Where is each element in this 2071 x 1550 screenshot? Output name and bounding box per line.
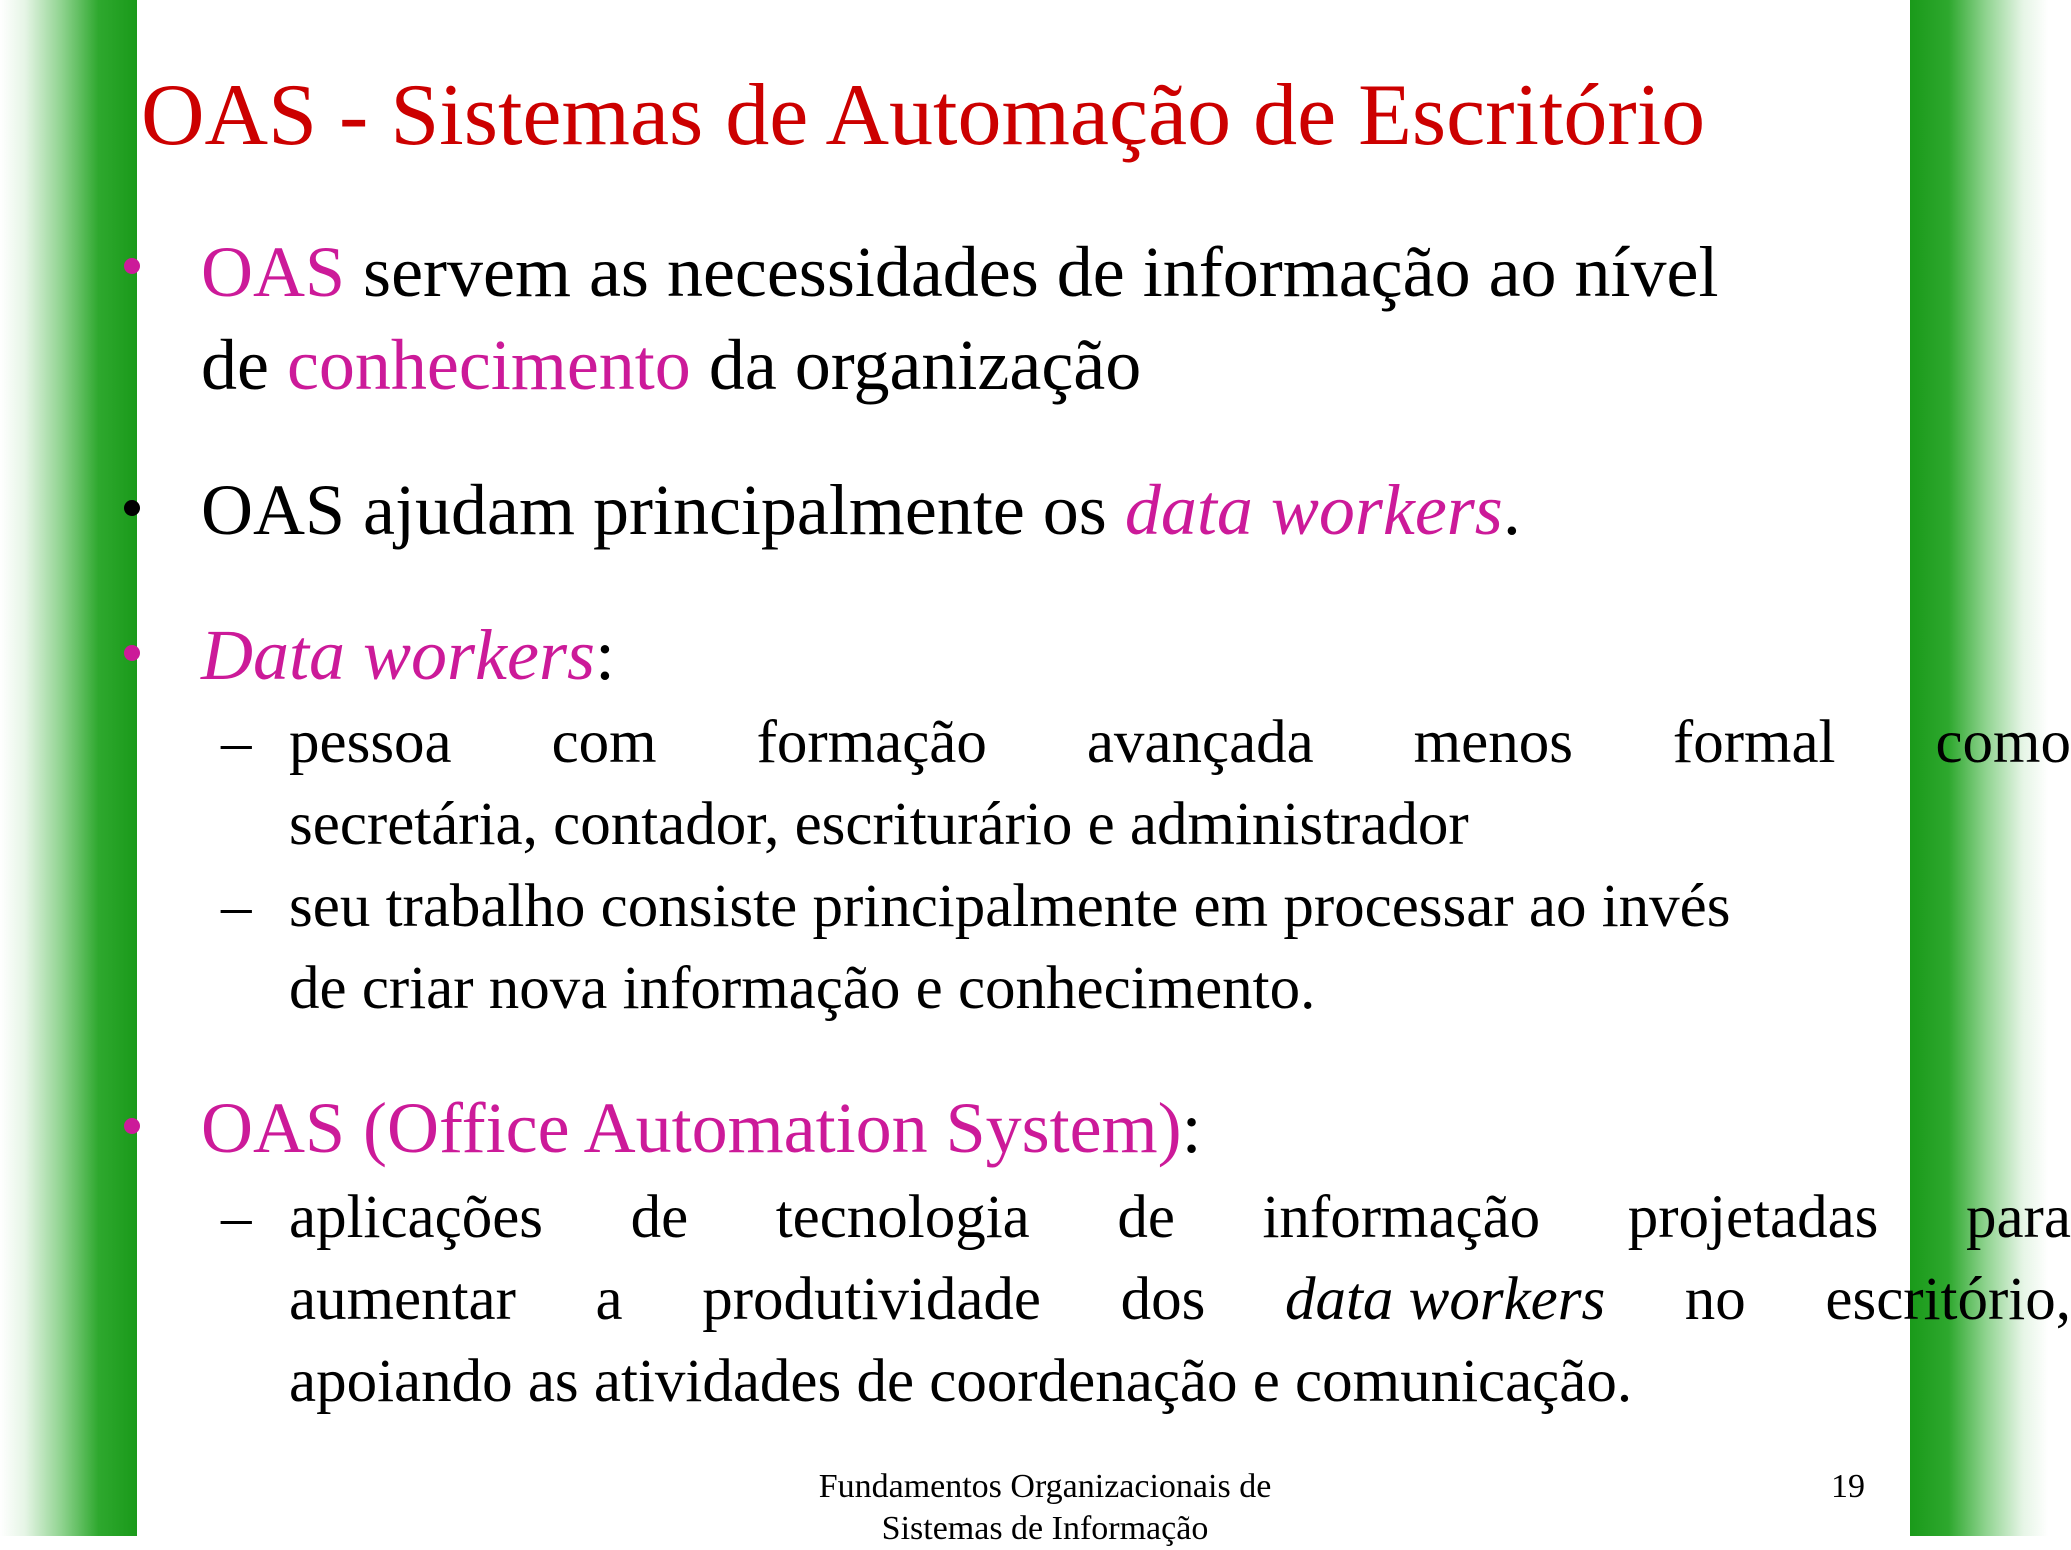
sub-bullet-3-1-line-2: secretária, contador, escriturário e administrador bbox=[289, 791, 1469, 858]
word: aplicações bbox=[289, 1184, 544, 1251]
word: formação bbox=[756, 709, 987, 776]
word: a bbox=[595, 1266, 623, 1333]
word: produtividade bbox=[702, 1266, 1042, 1333]
bullet-1-text-post: da organização bbox=[690, 325, 1142, 405]
sub-bullet-dash: – bbox=[221, 709, 252, 776]
slide bbox=[137, 0, 2071, 1547]
sub-bullet-4-line-3: apoiando as atividades de coordenação e comunicação. bbox=[289, 1348, 1633, 1415]
footer-line-2: Sistemas de Informação bbox=[881, 1510, 1209, 1547]
bullet-3-colon: : bbox=[595, 615, 616, 695]
bullet-2-line bbox=[201, 463, 1521, 557]
left-green-bar bbox=[0, 0, 137, 1536]
word: tecnologia bbox=[775, 1184, 1030, 1251]
word: de bbox=[1117, 1184, 1175, 1251]
term-data-workers: data workers bbox=[1124, 470, 1503, 550]
term-conhecimento: conhecimento bbox=[286, 325, 691, 405]
word: formal bbox=[1672, 709, 1836, 776]
word: projetadas bbox=[1627, 1184, 1879, 1251]
bullet-1-line-2 bbox=[201, 318, 1141, 412]
bullet-1-text: servem as necessidades de informação ao nível bbox=[345, 232, 1719, 312]
word: de bbox=[630, 1184, 689, 1251]
footer-line-1: Fundamentos Organizacionais de bbox=[818, 1468, 1272, 1505]
term-data-workers-italic: data workers bbox=[1284, 1266, 1606, 1333]
word: avançada bbox=[1086, 709, 1314, 776]
bullet-dot bbox=[124, 500, 140, 516]
word: menos bbox=[1413, 709, 1573, 776]
word: com bbox=[551, 709, 657, 776]
word: no bbox=[1684, 1266, 1746, 1333]
sub-bullet-3-2-line-1: seu trabalho consiste principalmente em processar ao invés bbox=[289, 873, 1731, 940]
sub-bullet-4-line-2 bbox=[289, 1259, 2071, 1341]
bullet-2-period: . bbox=[1502, 470, 1521, 550]
sub-bullet-4-line-1 bbox=[289, 1177, 2071, 1259]
word: para bbox=[1965, 1184, 2071, 1251]
bullet-1-line-1 bbox=[201, 225, 1719, 319]
bullet-3-line bbox=[201, 608, 615, 702]
sub-bullet-dash: – bbox=[221, 873, 252, 940]
word: como bbox=[1935, 709, 2071, 776]
word: aumentar bbox=[289, 1266, 516, 1333]
word: informação bbox=[1262, 1184, 1541, 1251]
term-data-workers-heading: Data workers bbox=[201, 615, 595, 695]
slide-title: OAS - Sistemas de Automação de Escritório bbox=[141, 67, 1706, 164]
word: pessoa bbox=[289, 709, 452, 776]
bullet-dot bbox=[124, 645, 140, 661]
term-oas: OAS bbox=[201, 232, 346, 312]
sub-bullet-3-2-line-2: de criar nova informação e conhecimento. bbox=[289, 955, 1316, 1022]
word: escritório, bbox=[1825, 1266, 2071, 1333]
sub-bullet-dash: – bbox=[221, 1184, 252, 1251]
word: dos bbox=[1120, 1266, 1206, 1333]
bullet-1-text-pre: de bbox=[201, 325, 287, 405]
slide-footer bbox=[755, 1466, 1335, 1550]
page-number: 19 bbox=[1831, 1468, 1865, 1505]
term-oas-full: OAS (Office Automation System) bbox=[201, 1088, 1182, 1168]
bullet-4-colon: : bbox=[1181, 1088, 1202, 1168]
bullet-2-text: OAS ajudam principalmente os bbox=[201, 470, 1125, 550]
bullet-dot bbox=[124, 258, 140, 274]
sub-bullet-3-1-line-1 bbox=[289, 702, 2071, 784]
bullet-4-line bbox=[201, 1081, 1202, 1175]
bullet-dot bbox=[124, 1118, 140, 1134]
